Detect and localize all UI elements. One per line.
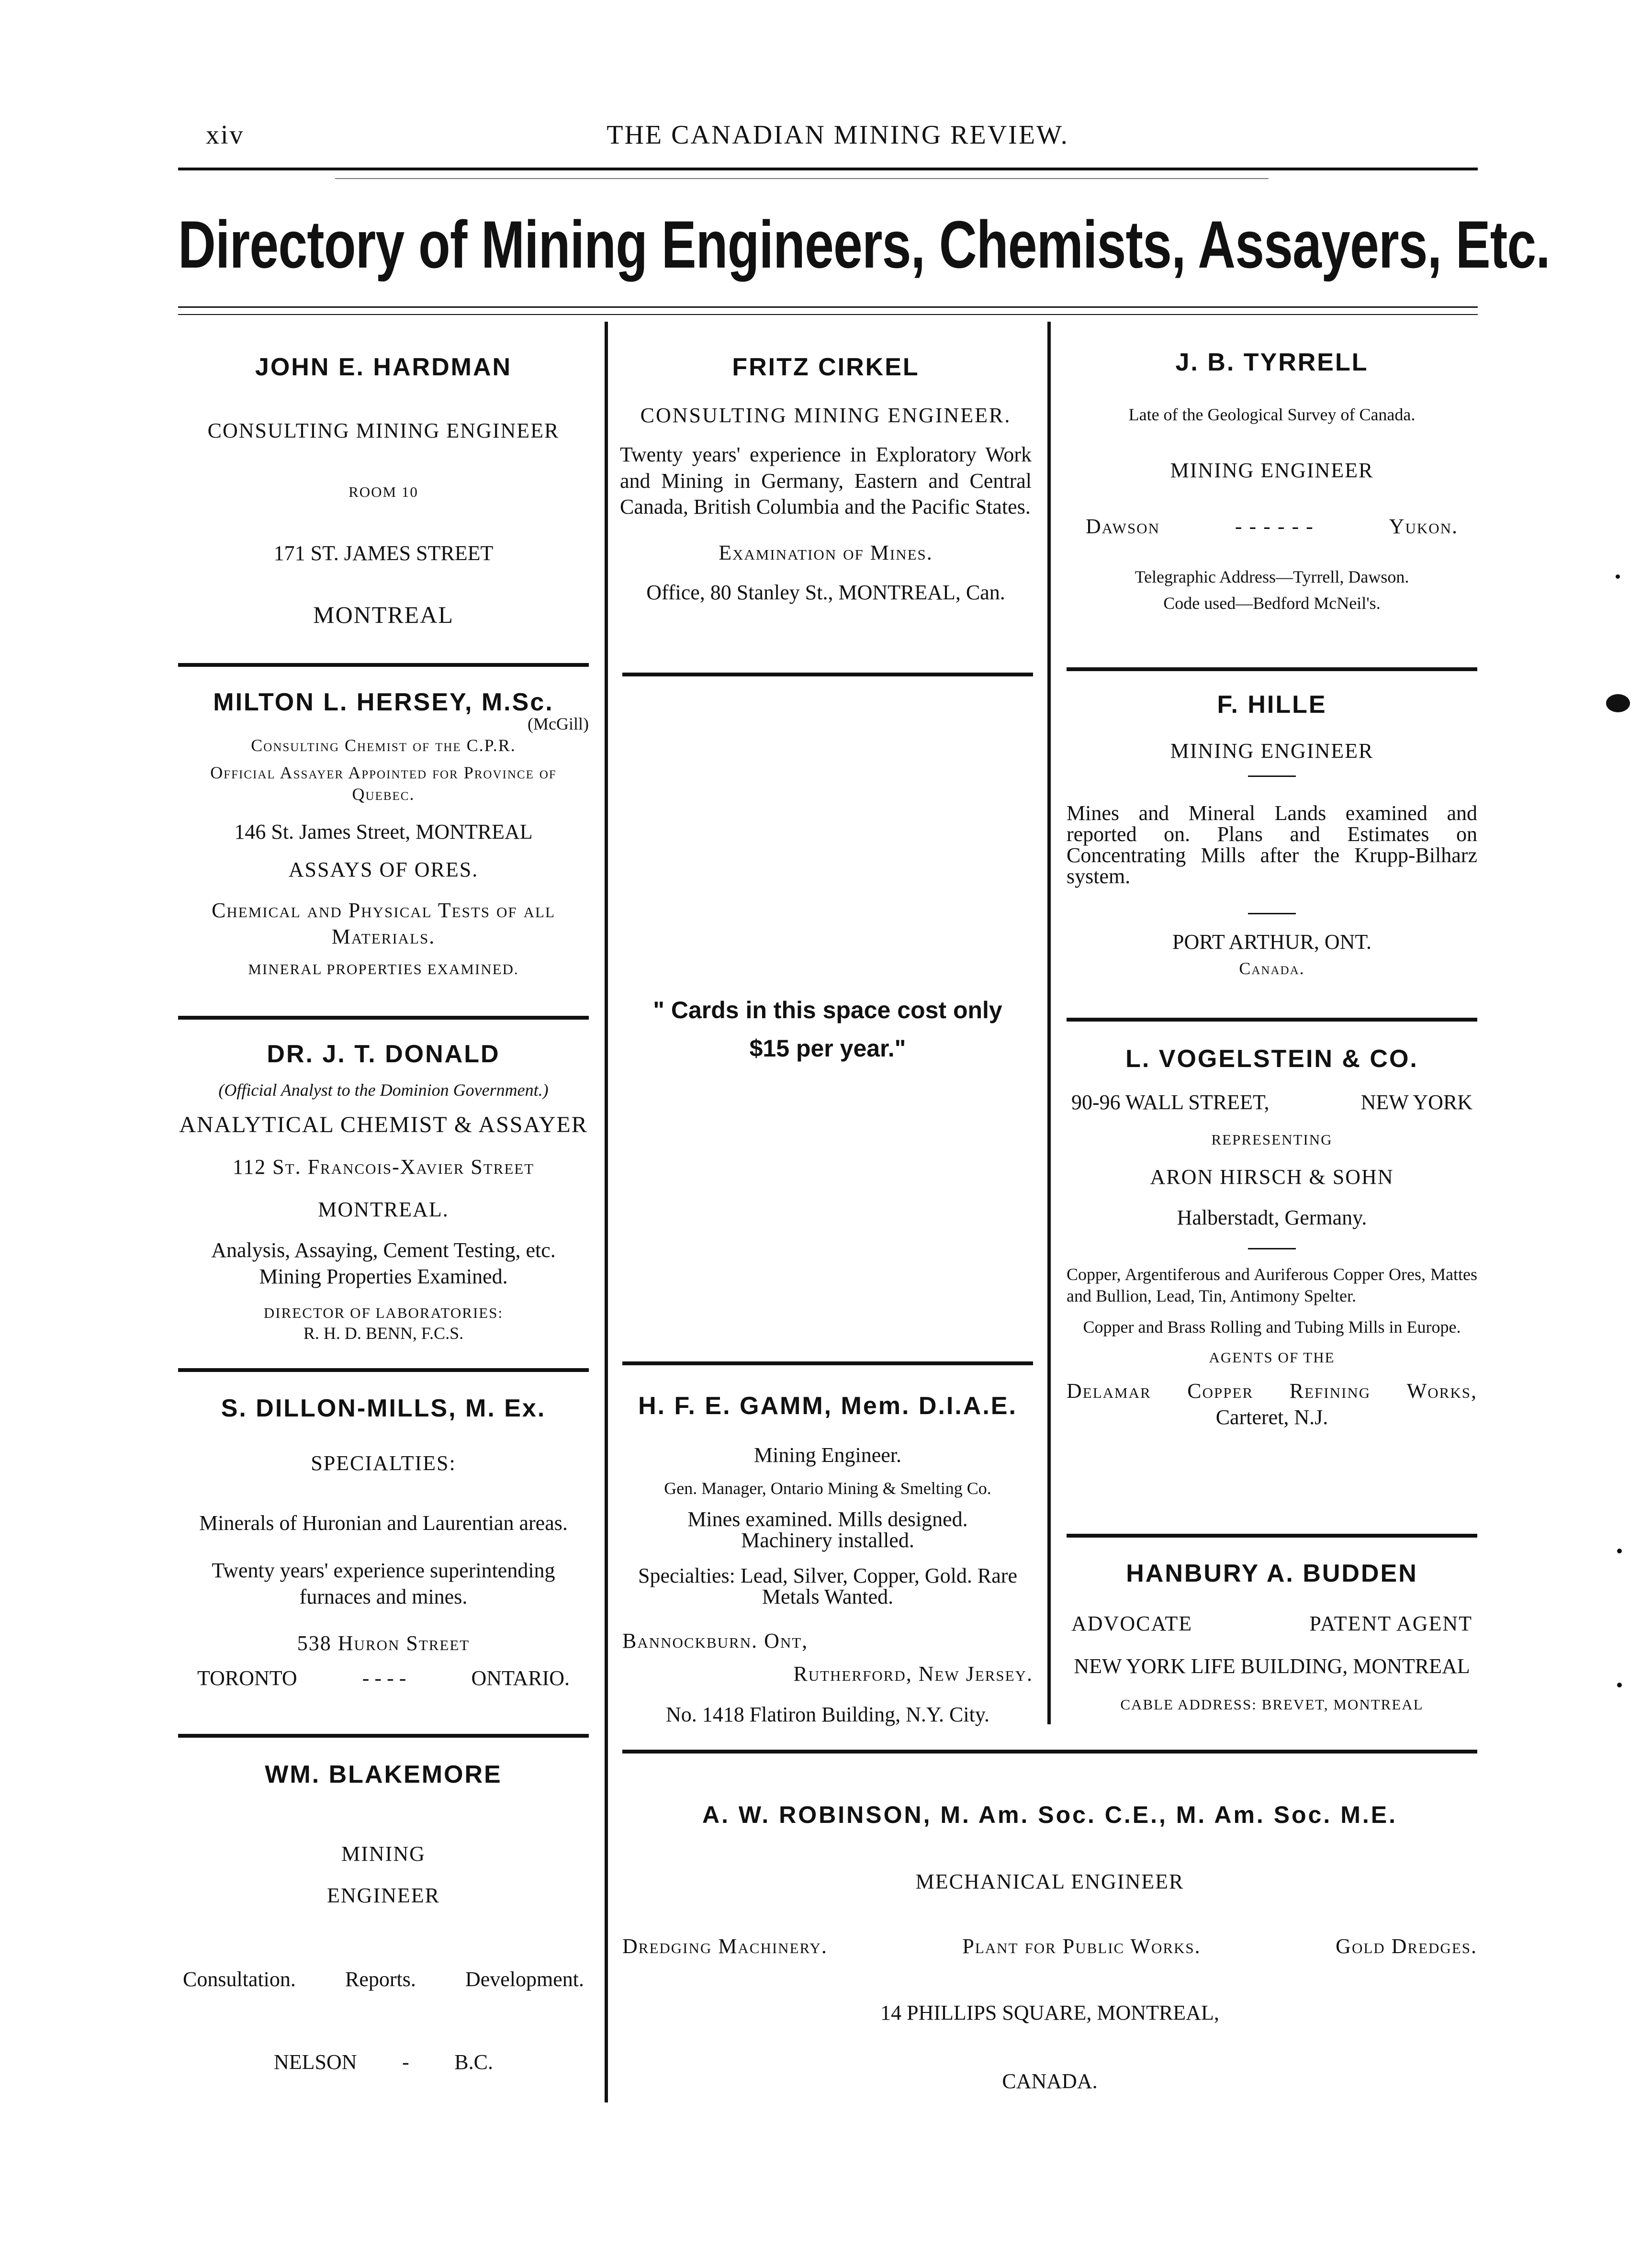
- hersey-tests: Chemical and Physical Tests of all Materials.: [212, 899, 555, 948]
- blakemore-title2: ENGINEER: [327, 1884, 440, 1907]
- tyrrell-name: J. B. TYRRELL: [1175, 348, 1369, 376]
- blakemore-s1: Consultation.: [183, 1967, 296, 1991]
- donald-director-name: R. H. D. BENN, F.C.S.: [303, 1323, 464, 1343]
- robinson-country: CANADA.: [1002, 2069, 1098, 2093]
- vogelstein-agents: AGENTS OF THE: [1209, 1349, 1335, 1366]
- hersey-role1: Consulting Chemist of the C.P.R.: [251, 736, 516, 755]
- hille-city: PORT ARTHUR, ONT.: [1172, 930, 1372, 954]
- robinson-title: MECHANICAL ENGINEER: [915, 1869, 1184, 1893]
- cirkel-name: FRITZ CIRKEL: [732, 353, 920, 381]
- hardman-title: CONSULTING MINING ENGINEER: [207, 419, 560, 442]
- col1-rule-2: [178, 1016, 589, 1020]
- col2-rule-1: [622, 673, 1033, 676]
- robinson-address: 14 PHILLIPS SQUARE, MONTREAL,: [880, 2001, 1219, 2024]
- hersey-properties: MINERAL PROPERTIES EXAMINED.: [248, 961, 519, 978]
- hersey-name: MILTON L. HERSEY, M.Sc.: [213, 688, 554, 716]
- hersey-address: 146 St. James Street, MONTREAL: [234, 820, 533, 843]
- card-vogelstein: [1067, 1044, 1477, 1430]
- card-budden: [1067, 1558, 1477, 1714]
- blakemore-s3: Development.: [465, 1967, 584, 1991]
- cirkel-service: Examination of Mines.: [719, 540, 933, 564]
- col3-rule-2: [1067, 1018, 1477, 1022]
- card-robinson: [622, 1800, 1477, 2094]
- dillon-street: 538 Huron Street: [297, 1631, 470, 1655]
- hille-country: Canada.: [1239, 959, 1305, 978]
- blakemore-services: [178, 1966, 589, 1992]
- col1-rule-3: [178, 1368, 589, 1372]
- card-dillon: [178, 1393, 589, 1691]
- budden-role-right: PATENT AGENT: [1309, 1612, 1472, 1635]
- dillon-experience: Twenty years' experience superintending furnaces and mines.: [212, 1559, 555, 1608]
- donald-name: DR. J. T. DONALD: [267, 1040, 500, 1068]
- hersey-degree: (McGill): [528, 714, 589, 733]
- dillon-city-right: ONTARIO.: [471, 1666, 570, 1690]
- dillon-city-left: TORONTO: [197, 1666, 297, 1690]
- hardman-city: MONTREAL: [313, 601, 454, 628]
- budden-role-left: ADVOCATE: [1071, 1612, 1193, 1635]
- vogelstein-firm: ARON HIRSCH & SOHN: [1150, 1165, 1394, 1189]
- gamm-manager: Gen. Manager, Ontario Mining & Smelting Co.: [664, 1479, 991, 1498]
- ink-blot: [1606, 694, 1630, 712]
- vogelstein-representing: REPRESENTING: [1211, 1131, 1333, 1148]
- tyrrell-code: Code used—Bedford McNeil's.: [1163, 594, 1381, 613]
- vogelstein-firm-city: Halberstadt, Germany.: [1177, 1205, 1367, 1229]
- vogelstein-address: [1067, 1089, 1477, 1115]
- hardman-street: 171 ST. JAMES STREET: [273, 541, 494, 565]
- card-blakemore: [178, 1759, 589, 2075]
- ink-speck-3: [1617, 1683, 1622, 1687]
- vogelstein-works-3: Refining: [1289, 1379, 1371, 1403]
- card-gamm: [622, 1391, 1033, 1728]
- tyrrell-location: [1067, 513, 1477, 540]
- robinson-item2: Plant for Public Works.: [962, 1934, 1201, 1958]
- cirkel-title: CONSULTING MINING ENGINEER.: [640, 404, 1011, 427]
- vogelstein-products: Copper, Argentiferous and Auriferous Copper Ores, Mattes and Bullion, Lead, Tin, Antimony Spelter.: [1067, 1264, 1477, 1305]
- tyrrell-loc-dashes: - - - - - -: [1235, 515, 1314, 538]
- card-cirkel: [620, 352, 1032, 606]
- vogelstein-works-city: Carteret, N.J.: [1215, 1405, 1328, 1429]
- robinson-items: [622, 1933, 1477, 1959]
- col1-rule-4: [178, 1734, 589, 1738]
- card-advert: [622, 991, 1033, 1068]
- vogelstein-works-4: Works,: [1406, 1379, 1477, 1403]
- vogelstein-address-right: NEW YORK: [1360, 1090, 1472, 1114]
- blakemore-city-left: NELSON: [274, 2050, 357, 2074]
- gamm-office: No. 1418 Flatiron Building, N.Y. City.: [666, 1703, 989, 1726]
- robinson-name: A. W. ROBINSON, M. Am. Soc. C.E., M. Am. Soc. M.E.: [702, 1801, 1397, 1828]
- title-rule-top: [178, 306, 1478, 308]
- hille-divider-2: [1248, 913, 1296, 914]
- hille-title: MINING ENGINEER: [1170, 739, 1374, 763]
- ink-speck-2: [1617, 1549, 1622, 1553]
- budden-building: NEW YORK LIFE BUILDING, MONTREAL: [1074, 1654, 1470, 1678]
- hille-name: F. HILLE: [1217, 691, 1327, 719]
- dillon-minerals: Minerals of Huronian and Laurentian areas.: [199, 1511, 568, 1535]
- hersey-assays: ASSAYS OF ORES.: [288, 858, 479, 881]
- hardman-room: ROOM 10: [348, 483, 418, 500]
- hille-desc: Mines and Mineral Lands examined and reported on. Plans and Estimates on Concentrating Mills after the Krupp-Bilharz system.: [1067, 801, 1477, 888]
- directory-title: Directory of Mining Engineers, Chemists, Assayers, Etc.: [178, 207, 1550, 282]
- blakemore-city-right: B.C.: [454, 2050, 493, 2074]
- column-rule-left: [605, 322, 608, 2102]
- budden-name: HANBURY A. BUDDEN: [1126, 1560, 1418, 1587]
- card-hille: [1067, 689, 1477, 979]
- header-rule: [178, 168, 1478, 170]
- col3-rule-3: [1067, 1534, 1477, 1538]
- robinson-item1: Dredging Machinery.: [622, 1934, 828, 1958]
- blakemore-s2: Reports.: [345, 1967, 416, 1991]
- donald-title: ANALYTICAL CHEMIST & ASSAYER: [179, 1112, 588, 1137]
- budden-roles: [1067, 1610, 1477, 1637]
- donald-services: Analysis, Assaying, Cement Testing, etc. Mining Properties Examined.: [211, 1238, 556, 1288]
- dillon-name: S. DILLON-MILLS, M. Ex.: [221, 1394, 546, 1422]
- blakemore-city: [178, 2049, 589, 2075]
- robinson-item3: Gold Dredges.: [1336, 1934, 1477, 1958]
- blakemore-city-dash: -: [402, 2050, 409, 2074]
- vogelstein-works-1: Delamar: [1067, 1379, 1151, 1403]
- vogelstein-works: [1067, 1378, 1477, 1404]
- gamm-title: Mining Engineer.: [754, 1443, 901, 1467]
- card-hersey: [178, 687, 589, 979]
- cirkel-office: Office, 80 Stanley St., MONTREAL, Can.: [646, 580, 1005, 604]
- hardman-name: JOHN E. HARDMAN: [255, 353, 512, 381]
- gamm-name: H. F. E. GAMM, Mem. D.I.A.E.: [638, 1392, 1017, 1420]
- col1-rule-1: [178, 663, 589, 667]
- page-number: xiv: [206, 120, 245, 150]
- col3-rule-1: [1067, 667, 1477, 671]
- vogelstein-works-2: Copper: [1187, 1379, 1254, 1403]
- cirkel-experience: Twenty years' experience in Exploratory Work and Mining in Germany, Eastern and Central Canada, British Columbia and the Pacific States.: [620, 443, 1032, 519]
- blakemore-title1: MINING: [341, 1842, 426, 1866]
- donald-director-label: DIRECTOR OF LABORATORIES:: [263, 1304, 504, 1321]
- col2-rule-2: [622, 1361, 1033, 1365]
- gamm-mines: Mines examined. Mills designed. Machinery installed.: [687, 1507, 968, 1552]
- vogelstein-divider: [1248, 1248, 1296, 1249]
- vogelstein-address-left: 90-96 WALL STREET,: [1071, 1090, 1270, 1114]
- span-rule: [622, 1750, 1477, 1753]
- header-subrule: [335, 178, 1269, 179]
- tyrrell-title: MINING ENGINEER: [1170, 459, 1374, 482]
- ink-speck-1: [1616, 574, 1620, 579]
- tyrrell-loc-right: Yukon.: [1389, 515, 1458, 538]
- column-rule-right: [1047, 322, 1051, 1724]
- journal-title: THE CANADIAN MINING REVIEW.: [607, 120, 1069, 150]
- tyrrell-late: Late of the Geological Survey of Canada.: [1128, 405, 1416, 424]
- hersey-role2: Official Assayer Appointed for Province of Quebec.: [210, 763, 557, 804]
- card-tyrrell: [1067, 347, 1477, 614]
- title-rule-bottom: [178, 314, 1478, 315]
- donald-official: (Official Analyst to the Dominion Government.): [218, 1080, 549, 1100]
- tyrrell-loc-left: Dawson: [1086, 515, 1160, 538]
- advert-text: " Cards in this space cost only $15 per year.": [653, 997, 1002, 1062]
- dillon-city-dashes: - - - -: [362, 1666, 406, 1690]
- gamm-specialties: Specialties: Lead, Silver, Copper, Gold. Rare Metals Wanted.: [638, 1564, 1017, 1608]
- donald-city: MONTREAL.: [318, 1198, 449, 1221]
- hille-divider-1: [1248, 776, 1296, 777]
- budden-cable: CABLE ADDRESS: BREVET, MONTREAL: [1120, 1696, 1424, 1713]
- card-donald: [178, 1039, 589, 1344]
- dillon-specialties: SPECIALTIES:: [311, 1451, 456, 1475]
- gamm-city2: Rutherford, New Jersey.: [793, 1662, 1033, 1686]
- gamm-city1: Bannockburn. Ont,: [622, 1629, 809, 1652]
- card-hardman: [178, 352, 589, 629]
- dillon-city: [178, 1665, 589, 1691]
- blakemore-name: WM. BLAKEMORE: [265, 1761, 502, 1788]
- vogelstein-name: L. VOGELSTEIN & CO.: [1125, 1045, 1418, 1073]
- donald-street: 112 St. Francois-Xavier Street: [232, 1155, 535, 1179]
- tyrrell-telegraph: Telegraphic Address—Tyrrell, Dawson.: [1135, 567, 1409, 586]
- vogelstein-mills: Copper and Brass Rolling and Tubing Mills in Europe.: [1083, 1317, 1461, 1337]
